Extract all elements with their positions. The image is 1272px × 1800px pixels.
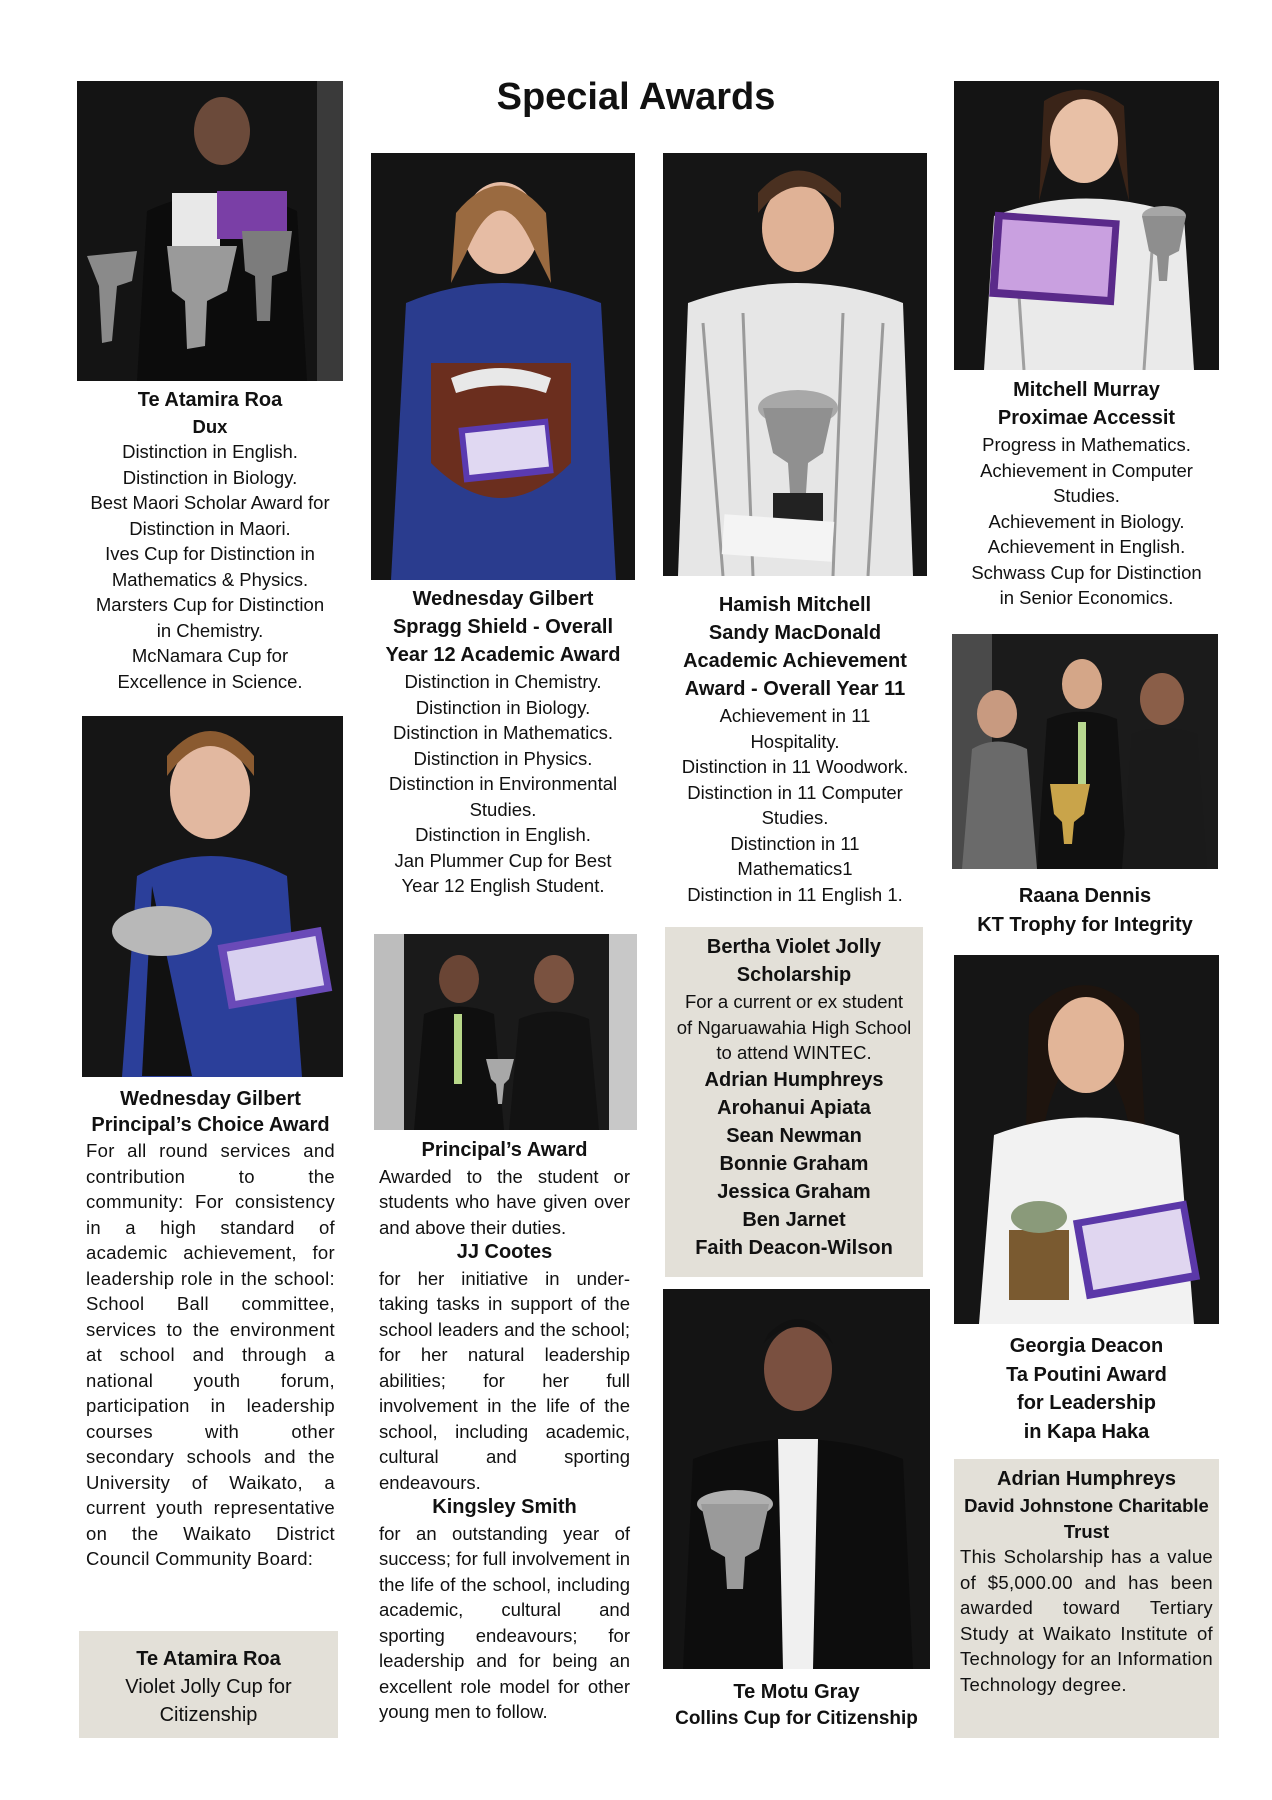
- award-line: Progress in Mathematics.: [982, 434, 1191, 455]
- recipient-name: Mitchell Murray: [1013, 379, 1160, 401]
- award-line: Distinction in English.: [122, 441, 298, 462]
- award-line: Achievement in Computer: [980, 459, 1193, 481]
- caption-wednesday-gilbert-spragg-shield: [370, 585, 636, 899]
- award-title: Violet Jolly Cup for: [125, 1676, 292, 1698]
- award-line: Jan Plummer Cup for Best: [394, 849, 612, 871]
- recipient-name: Bonnie Graham: [719, 1152, 869, 1175]
- scholarship-title: Scholarship: [736, 964, 852, 986]
- photo-te-atamira-roa-dux: [77, 81, 343, 381]
- award-line: Schwass Cup for Distinction: [971, 561, 1202, 583]
- award-line: Studies.: [761, 807, 829, 828]
- recipient-name: Adrian Humphreys: [997, 1468, 1176, 1490]
- award-line: Distinction in Environmental: [388, 773, 618, 794]
- award-title: Spragg Shield - Overall: [392, 616, 614, 638]
- violet-jolly-caption: [79, 1645, 338, 1729]
- scholarship-title: Bertha Violet Jolly: [706, 936, 882, 958]
- caption-box-bertha-violet-jolly: [665, 927, 923, 1277]
- recipient-name: Wednesday Gilbert: [412, 588, 594, 610]
- award-line: Excellence in Science.: [117, 670, 303, 692]
- award-line: Distinction in Mathematics.: [392, 722, 614, 743]
- award-line: Year 12 English Student.: [401, 875, 605, 896]
- scholarship-description: to attend WINTEC.: [716, 1042, 872, 1063]
- photo-principals-award-pair: [374, 934, 637, 1130]
- award-line: Marsters Cup for Distinction: [95, 594, 325, 615]
- recipient-name: Hamish Mitchell: [718, 594, 872, 616]
- page-title: Special Awards: [496, 76, 776, 118]
- caption-te-motu-gray: [663, 1678, 930, 1732]
- recipient-name: Adrian Humphreys: [704, 1068, 884, 1091]
- recipient-name: Jessica Graham: [717, 1180, 871, 1203]
- award-line: Mathematics & Physics.: [111, 568, 309, 590]
- award-title: Principal’s Choice Award: [91, 1113, 330, 1136]
- award-line: Distinction in 11 English 1.: [687, 883, 903, 905]
- award-title: in Kapa Haka: [1023, 1420, 1150, 1443]
- award-line: McNamara Cup for: [131, 645, 289, 666]
- caption-te-atamira-roa-dux: [70, 388, 350, 694]
- recipient-name: Ben Jarnet: [742, 1208, 846, 1231]
- award-line: in Chemistry.: [156, 619, 264, 641]
- recipient-name: Faith Deacon-Wilson: [695, 1236, 893, 1259]
- photo-hamish-mitchell: [663, 153, 927, 576]
- caption-raana-dennis: [952, 882, 1218, 940]
- award-title: Academic Achievement: [683, 650, 907, 672]
- award-description: for an outstanding year of success; for full involvement in the life of the school, including academic, cultural and sporting endeavours; for leadership and for being an excellent role model for other young men to follow.: [379, 1522, 630, 1722]
- award-intro: Awarded to the student or students who have given over and above their duties.: [379, 1165, 630, 1238]
- award-line: Hospitality.: [750, 730, 840, 752]
- award-line: Distinction in Physics.: [413, 747, 593, 769]
- recipient-name: Georgia Deacon: [1009, 1335, 1164, 1357]
- award-description: for her initiative in under-taking tasks in support of the school leaders and the school; for her natural leadership abilities; for her full involvement in the life of the school, including academic, cultural and sporting endeavours.: [379, 1267, 630, 1493]
- award-line: Mathematics1: [737, 858, 853, 879]
- award-title: for Leadership: [1017, 1392, 1156, 1414]
- award-title: Principal’s Award: [421, 1139, 588, 1161]
- caption-mitchell-murray: [954, 376, 1219, 611]
- award-title: Dux: [192, 415, 228, 437]
- award-line: Distinction in Biology.: [415, 696, 591, 718]
- award-title: KT Trophy for Integrity: [977, 914, 1193, 936]
- award-title: Ta Poutini Award: [1006, 1363, 1167, 1386]
- award-line: Distinction in 11: [730, 832, 860, 854]
- recipient-name: Kingsley Smith: [432, 1496, 577, 1518]
- award-line: Ives Cup for Distinction in: [105, 543, 315, 564]
- award-title: David Johnstone Charitable: [964, 1495, 1209, 1516]
- award-line: Distinction in Chemistry.: [404, 671, 602, 692]
- award-line: Studies.: [469, 798, 537, 820]
- caption-wednesday-gilbert-principals-choice: [86, 1087, 335, 1572]
- recipient-name: Arohanui Apiata: [717, 1096, 871, 1119]
- award-title: Citizenship: [159, 1704, 258, 1726]
- award-title: Award - Overall Year 11: [684, 678, 906, 700]
- caption-box-violet-jolly-cup: [79, 1631, 338, 1738]
- bertha-violet-jolly-caption: [665, 933, 923, 1262]
- recipient-name: Sean Newman: [726, 1124, 862, 1147]
- photo-te-motu-gray: [663, 1289, 930, 1669]
- photo-mitchell-murray: [954, 81, 1219, 370]
- scholarship-description: of Ngaruawahia High School: [676, 1016, 912, 1038]
- award-line: Achievement in Biology.: [988, 510, 1185, 532]
- caption-principals-award: [379, 1138, 630, 1725]
- caption-box-david-johnstone-trust: [954, 1459, 1219, 1738]
- scholarship-description: For a current or ex student: [685, 991, 903, 1012]
- award-description: This Scholarship has a value of $5,000.00 and has been awarded toward Tertiary Study at Waikato Institute of Technology for an Information Technology degree.: [960, 1546, 1213, 1695]
- award-title: Collins Cup for Citizenship: [675, 1708, 918, 1729]
- award-line: Studies.: [1053, 485, 1120, 506]
- award-description: For all round services and contribution to the community: For consistency in a high standard of academic achievement, for leadership role in the school: School Ball committee, services to the environment at school and through a national youth forum, participation in leadership courses with other secondary schools and the University of Waikato, a current youth representative on the Waikato District Council Community Board:: [86, 1140, 335, 1569]
- award-line: Distinction in Maori.: [129, 517, 291, 539]
- award-line: Achievement in 11: [719, 705, 871, 726]
- photo-raana-dennis-group: [952, 634, 1218, 869]
- photo-wednesday-gilbert-spragg-shield: [371, 153, 635, 580]
- award-title: Year 12 Academic Award: [385, 644, 621, 666]
- award-line: Distinction in 11 Woodwork.: [681, 756, 909, 777]
- award-title: Proximae Accessit: [997, 407, 1176, 429]
- award-line: Distinction in Biology.: [122, 466, 298, 488]
- recipient-name: Te Atamira Roa: [137, 389, 283, 411]
- award-line: in Senior Economics.: [999, 587, 1174, 608]
- recipient-name: Te Atamira Roa: [136, 1648, 281, 1670]
- recipient-name: Te Motu Gray: [733, 1681, 860, 1703]
- photo-wednesday-gilbert-principals-choice: [82, 716, 343, 1077]
- recipient-name: JJ Cootes: [456, 1241, 553, 1263]
- photo-georgia-deacon: [954, 955, 1219, 1324]
- caption-hamish-mitchell: [664, 591, 926, 907]
- award-title: Sandy MacDonald: [708, 622, 882, 644]
- recipient-name: Wednesday Gilbert: [120, 1088, 301, 1110]
- recipient-name: Raana Dennis: [1018, 885, 1152, 907]
- award-line: Distinction in English.: [415, 824, 591, 845]
- award-line: Distinction in 11 Computer: [687, 781, 903, 803]
- award-line: Best Maori Scholar Award for: [90, 492, 330, 513]
- caption-georgia-deacon: [954, 1332, 1219, 1446]
- award-title: Trust: [1063, 1520, 1110, 1542]
- award-line: Achievement in English.: [987, 536, 1186, 557]
- david-johnstone-caption: [960, 1465, 1213, 1697]
